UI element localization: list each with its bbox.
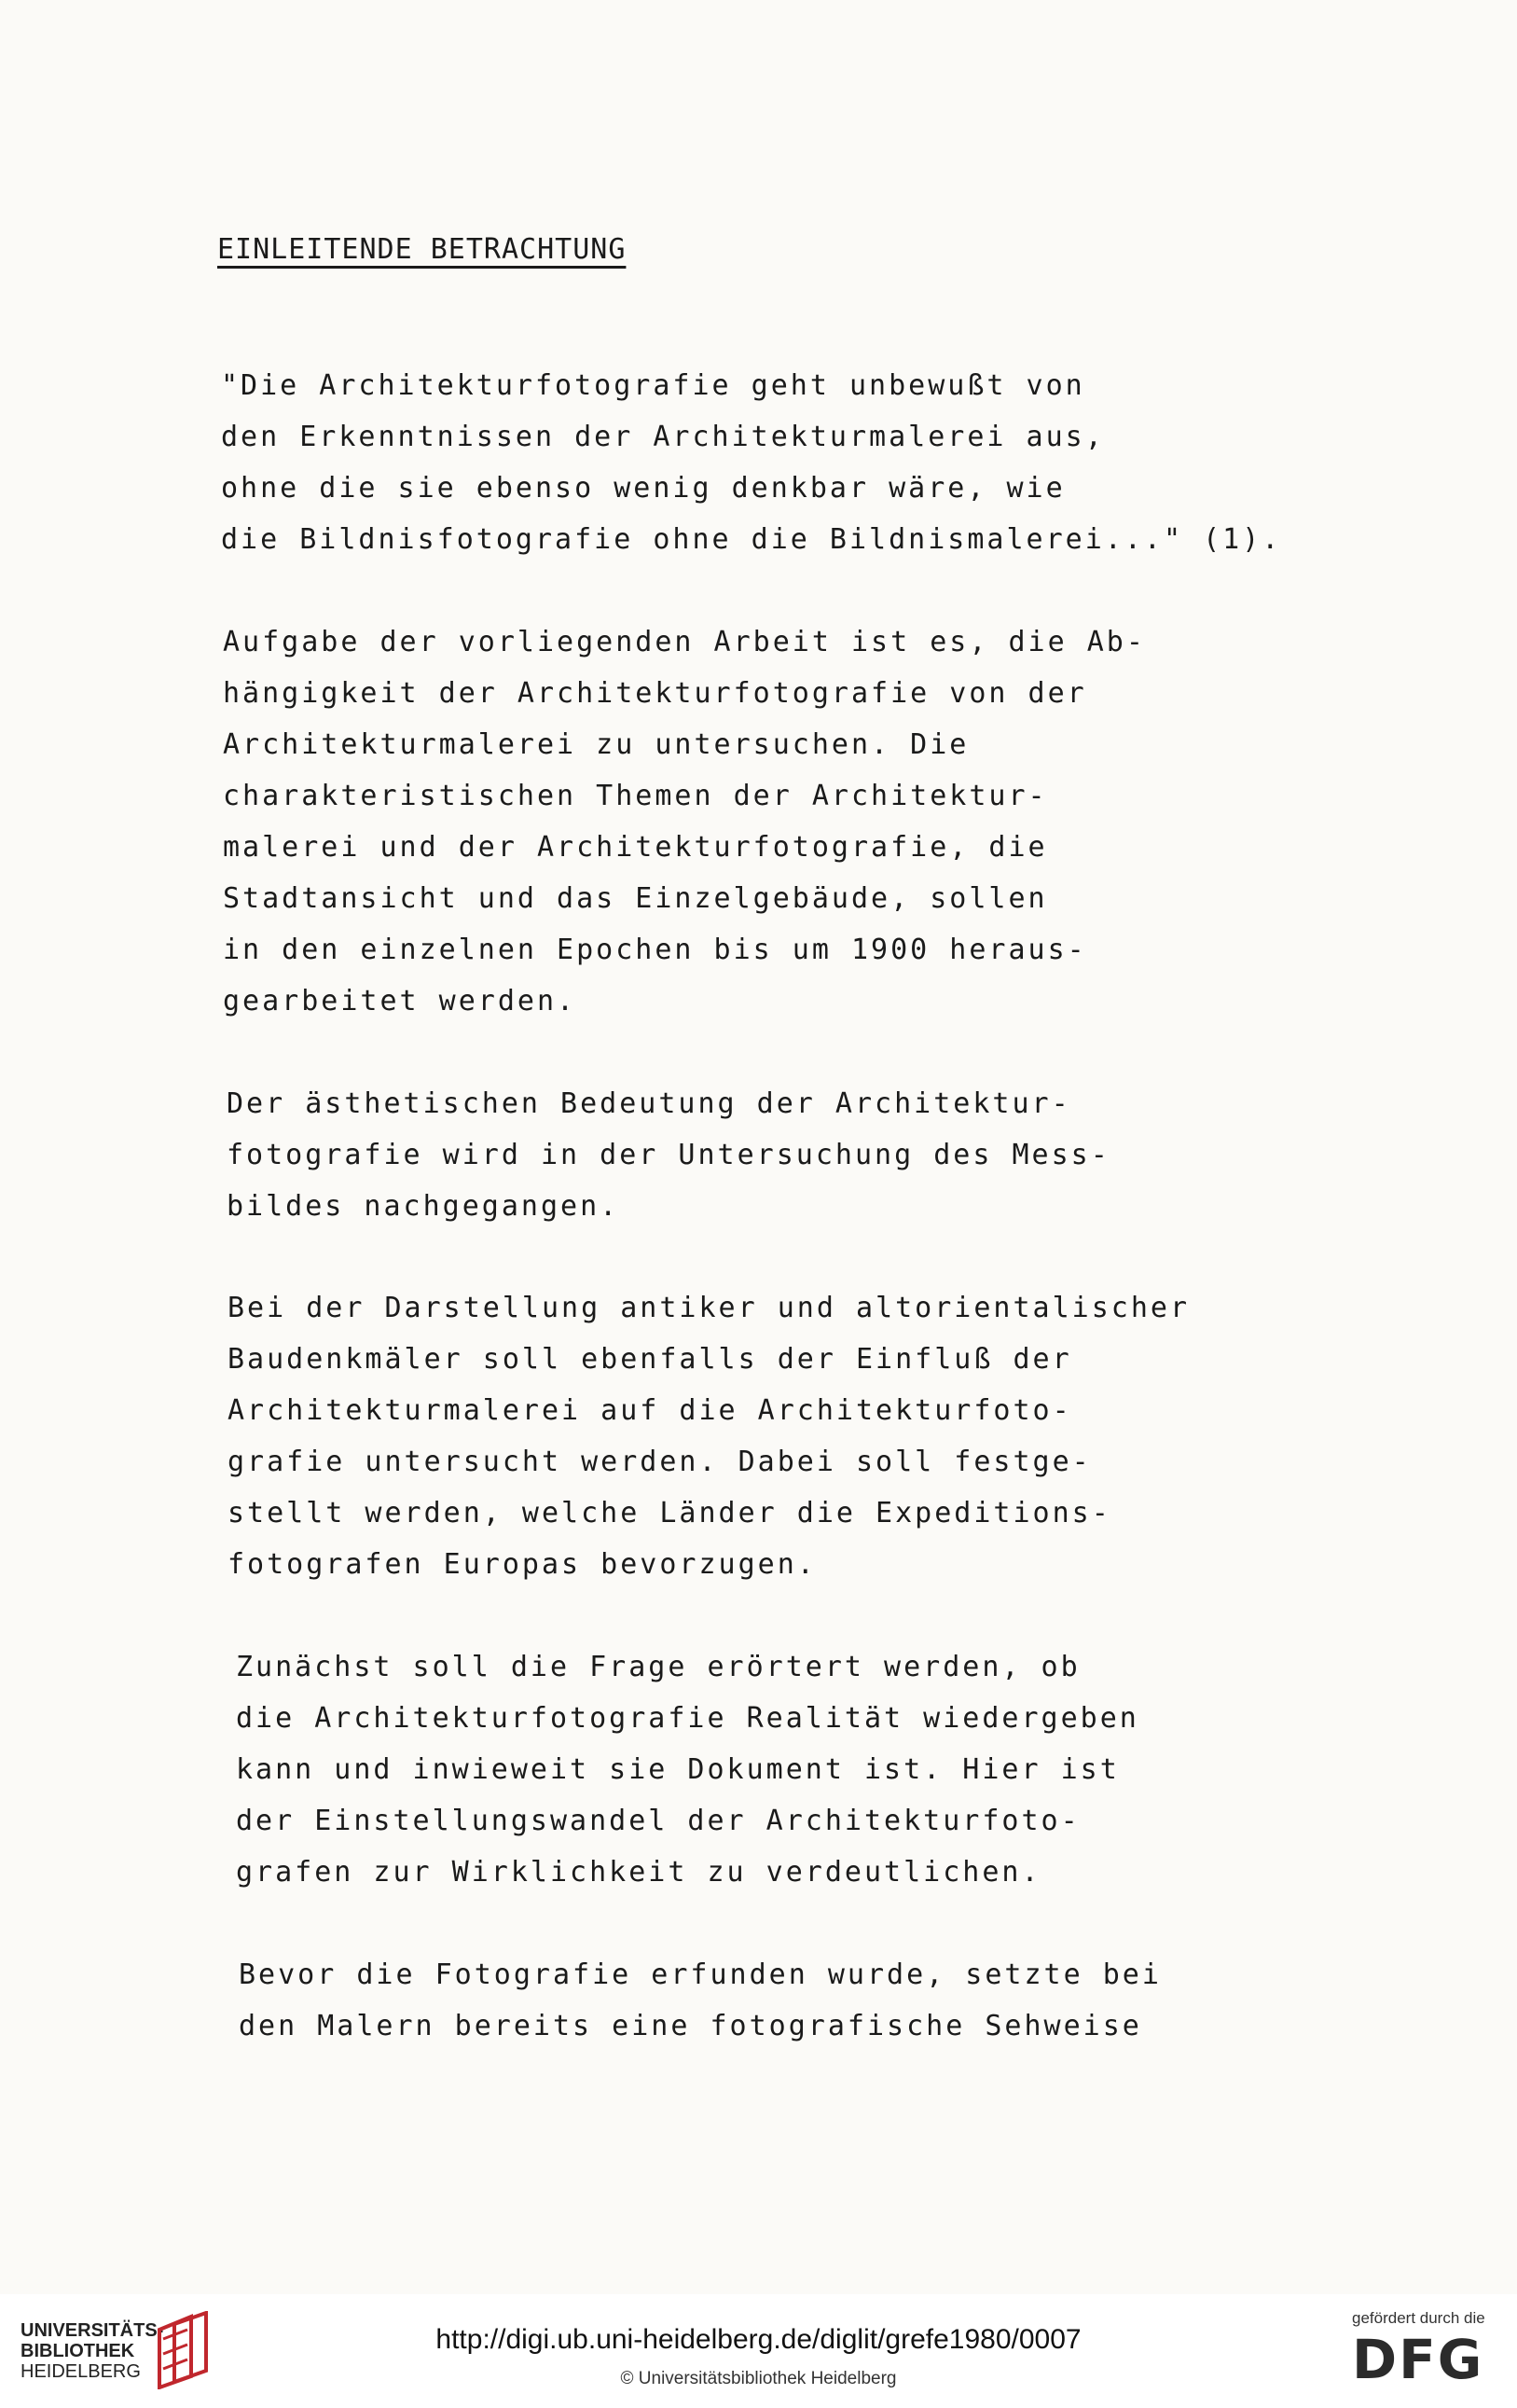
text-line: die Architekturfotografie Realität wiedergeben	[236, 1702, 1139, 1735]
text-line: "Die Architekturfotografie geht unbewußt von	[221, 369, 1085, 402]
copyright-notice: © Universitätsbibliothek Heidelberg	[620, 2369, 897, 2388]
text-line: hängigkeit der Architekturfotografie von der	[223, 677, 1087, 710]
library-name-line: BIBLIOTHEK	[21, 2341, 135, 2361]
text-line: in den einzelnen Epochen bis um 1900 heraus-	[223, 934, 1087, 966]
text-line: grafie untersucht werden. Dabei soll festge-	[228, 1446, 1092, 1478]
text-line: den Malern bereits eine fotografische Sehweise	[239, 2010, 1142, 2042]
dfg-logo: DFG	[1352, 2328, 1484, 2391]
section-heading: EINLEITENDE BETRACHTUNG	[217, 233, 627, 266]
text-line: Architekturmalerei zu untersuchen. Die	[223, 728, 970, 761]
text-line: grafen zur Wirklichkeit zu verdeutlichen.	[236, 1856, 1041, 1889]
library-name-line: UNIVERSITÄTS-	[21, 2320, 164, 2341]
text-line: Aufgabe der vorliegenden Arbeit ist es, die Ab-	[223, 626, 1146, 658]
funding-caption: gefördert durch die	[1352, 2309, 1485, 2327]
text-line: den Erkenntnissen der Architekturmalerei aus,	[221, 421, 1105, 453]
text-line: Der ästhetischen Bedeutung der Architektur-	[227, 1087, 1071, 1120]
text-line: Zunächst soll die Frage erörtert werden, ob	[236, 1651, 1081, 1683]
text-line: fotografen Europas bevorzugen.	[228, 1548, 817, 1581]
text-line: stellt werden, welche Länder die Expeditions-	[228, 1497, 1111, 1529]
text-line: ohne die sie ebenso wenig denkbar wäre, wie	[221, 472, 1066, 505]
text-line: Architekturmalerei auf die Architekturfoto-	[228, 1394, 1072, 1427]
permalink-url[interactable]: http://digi.ub.uni-heidelberg.de/diglit/grefe1980/0007	[435, 2324, 1082, 2355]
library-name-line: HEIDELBERG	[21, 2361, 141, 2382]
text-line: Stadtansicht und das Einzelgebäude, sollen	[223, 882, 1048, 915]
text-line: fotografie wird in der Untersuchung des Mess-	[227, 1139, 1110, 1171]
text-line: bildes nachgegangen.	[227, 1190, 620, 1223]
text-line: der Einstellungswandel der Architekturfoto-	[236, 1805, 1081, 1837]
text-line: malerei und der Architekturfotografie, die	[223, 831, 1048, 864]
text-line: Bevor die Fotografie erfunden wurde, setzte bei	[239, 1958, 1162, 1991]
text-line: charakteristischen Themen der Architektur-	[223, 780, 1048, 812]
text-line: kann und inwieweit sie Dokument ist. Hier ist	[236, 1753, 1120, 1786]
text-line: Bei der Darstellung antiker und altorientalischer	[228, 1292, 1191, 1324]
text-line: die Bildnisfotografie ohne die Bildnismalerei..." (1).	[221, 523, 1282, 556]
text-line: Baudenkmäler soll ebenfalls der Einfluß der	[228, 1343, 1072, 1376]
text-line: gearbeitet werden.	[223, 985, 577, 1017]
